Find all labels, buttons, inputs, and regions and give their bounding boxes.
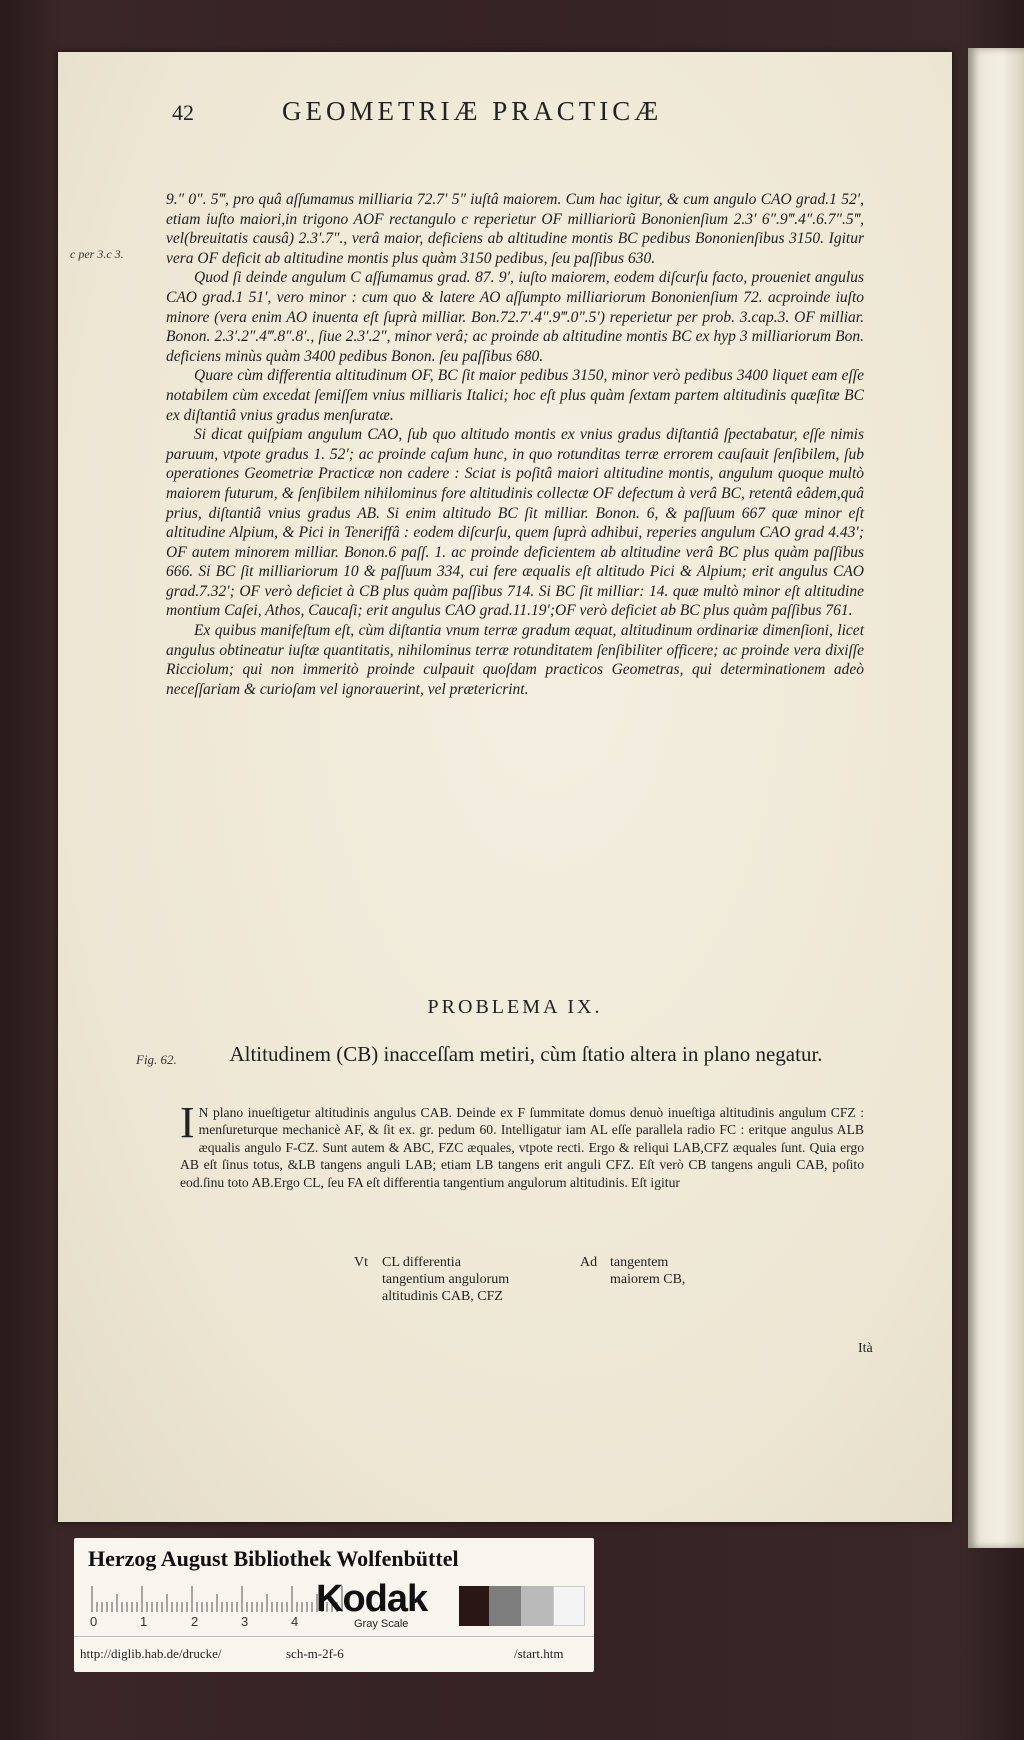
main-text <box>166 190 864 699</box>
paragraph-4: Si dicat quiſpiam angulum CAO, ſub quo altitudo montis ex vnius gradus diſtantiâ ſpectabatur, eſſe nimis paruum, vtpote gradus 1. 52′; ac proinde caſum hunc, in quo rotunditas terræ errorem cauſauit ſenſibilem, ſub operationes Geometriæ Practicæ non cadere : Sciat is poſitâ maiori altitudine montis, angulum quoque multò maiorem futurum, & ſenſibilem nihilominus fore altitudinis collectæ OF defectum à verâ BC, retentâ eâdem,quâ prius, diſtantiâ vnius gradus AB. Si enim altitudo BC ſit milliar. Bonon. 6, & paſſuum 667 quæ minor eſt altitudine Alpium, & Pici in Teneriffâ : eodem diſcurſu, quem ſuprà adhibui, reperies angulum CAO grad 4.43′; OF autem minorem milliar. Bonon.6 paſſ. 1. ac proinde deficientem ab altitudine verâ BC plus quàm paſſibus 666. Si BC ſit milliariorum 10 & paſſuum 334, cui fere æqualis eſt altitudo Pici & Alpium; erit angulus CAO grad.7.32′; OF verò deficiet à CB plus quàm paſſibus 714. Si BC ſit milliar: 14. quæ multò minor eſt altitudine montium Caſei, Athos, Caucaſi; erit angulus CAO grad.11.19′;OF verò deficiet ab BC plus quàm paſſibus 761. <box>166 426 864 620</box>
proportion-left-line-3: altitudinis CAB, CFZ <box>382 1289 503 1304</box>
label-url-end: /start.htm <box>514 1646 564 1661</box>
ruler-number-4: 4 <box>291 1614 299 1629</box>
label-url-id: sch-m-2f-6 <box>286 1646 344 1661</box>
ruler-number-3: 3 <box>241 1614 249 1629</box>
problem-title: Altitudinem (CB) inacceſſam metiri, cùm ſtatio altera in plano negatur. <box>229 1042 823 1066</box>
ruler-number-2: 2 <box>191 1614 199 1629</box>
library-label <box>74 1538 594 1672</box>
paragraph-3: Quare cùm differentia altitudinum OF, BC ſit maior pedibus 3150, minor verò pedibus 3400 liquet eam eſſe notabilem cùm excedat ſemiſſem vnius milliaris Italici; hoc eſt plus quàm ſextam partem altitudinis quæſitæ BC ex diſtantiâ vnius gradus menſuratæ. <box>166 367 864 424</box>
paragraph-2: Quod ſi deinde angulum C aſſumamus grad. 87. 9′, iuſto maiorem, eodem diſcurſu facto, proueniet angulus CAO grad.1 51′, vero minor : cum quo & latere AO aſſumpto milliariorum Bononienſium 72. acproinde iuſto minore (vera enim AO inuenta eſt ſuprà milliar. Bon.72.7′.4″.9‴.0″.5′) reperietur per prob. 3.cap.3. OF milliar. Bonon. 2.3′.2″.4‴.8″.8′., ſiue 2.3′.2″, minor verâ; ac proinde ab altitudine montis BC ex hyp 3 milliariorum Bon. deficiens minùs quàm 3400 pedibus Bonon. ſeu paſſibus 680. <box>166 269 864 365</box>
ruler-number-1: 1 <box>140 1614 148 1629</box>
page-header <box>172 96 792 136</box>
ruler-number-0: 0 <box>90 1614 98 1629</box>
kodak-logo: Kodak <box>316 1578 428 1620</box>
label-divider <box>74 1636 594 1637</box>
margin-note-reference: c per 3.c 3. <box>70 247 124 261</box>
gray-scale-swatches <box>459 1586 585 1626</box>
drop-cap: I <box>180 1098 195 1147</box>
swatch-white <box>553 1586 585 1626</box>
problem-heading: PROBLEMA IX. <box>427 996 603 1018</box>
problem-text <box>180 1098 864 1191</box>
running-title: GEOMETRIÆ PRACTICÆ <box>282 96 663 126</box>
proportion-right-line-2: maiorem CB, <box>610 1272 686 1287</box>
label-url-base: http://diglib.hab.de/drucke/ <box>80 1646 222 1661</box>
paragraph-5: Ex quibus manifeſtum eſt, cùm diſtantia vnum terræ gradum æquat, altitudinum ordinariæ dimenſioni, licet angulus obtineatur iuſtæ quantitatis, nihilominus terræ rotunditatem ſenſibiliter officere; ac proinde vera dixiſſe Ricciolum; qui non immeritò proinde culpauit quoſdam practicos Geometras, qui determinationem adeò neceſſariam & curioſam vel ignorauerint, vel prætericrint. <box>166 622 864 698</box>
proportion-right <box>610 1254 760 1288</box>
proportion-left <box>382 1254 562 1305</box>
proportion-left-line-2: tangentium angulorum <box>382 1272 510 1287</box>
proportion-left-line-1: CL differentia <box>382 1255 461 1270</box>
swatch-light-gray <box>521 1586 553 1626</box>
next-page-edge <box>968 48 1024 1548</box>
page-number: 42 <box>172 100 194 125</box>
gray-scale-label: Gray Scale <box>354 1618 409 1630</box>
paragraph-1: 9.″ 0″. 5‴, pro quâ aſſumamus milliaria 72.7′ 5″ iuſtâ maiorem. Cum hac igitur, & cum angulo CAO grad.1 52′, etiam iuſto maiori,in trigono AOF rectangulo c reperietur OF milliariorũ Bononienſium 2.3′ 6″.9‴.4″.6.7″.5‴, vel(breuitatis causâ) 2.3′.7″., verâ maior, deficiens ab altitudine montis BC pedibus Bononienſibus 3150. Igitur vera OF deficit ab altitudine montis plus quàm 3150 pedibus, ſeu paſſibus 630. <box>166 191 864 267</box>
swatch-dark-gray <box>489 1586 521 1626</box>
problem-body: N plano inueſtigetur altitudinis angulus CAB. Deinde ex F ſummitate domus denuò inueſtiga altitudinis angulum CFZ : menſureturque mechanicè AF, & ſit ex. gr. pedum 60. Intelligatur iam AL eſſe parallela radio FC : eritque angulus ALB æqualis angulo F-CZ. Sunt autem & ABC, FZC æquales, vtpote recti. Ergo & reliqui LAB,CFZ æquales ſunt. Quia ergo AB eſt ſinus totus, &LB tangens anguli LAB; etiam LB tangens erit anguli CFZ. Eſt verò CB tangens anguli CAB, poſito eod.ſinu toto AB.Ergo CL, ſeu FA eſt differentia tangentium angulorum altitudinis. Eſt igitur <box>180 1105 864 1190</box>
margin-note-figure: Fig. 62. <box>136 1052 177 1067</box>
proportion-right-line-1: tangentem <box>610 1255 669 1270</box>
proportion-statement <box>354 1254 774 1318</box>
proportion-vt: Vt <box>354 1255 368 1270</box>
swatch-black <box>459 1586 489 1626</box>
proportion-ad: Ad <box>580 1255 598 1270</box>
library-name: Herzog August Bibliothek Wolfenbüttel <box>88 1546 459 1571</box>
catchword: Ità <box>858 1341 873 1356</box>
